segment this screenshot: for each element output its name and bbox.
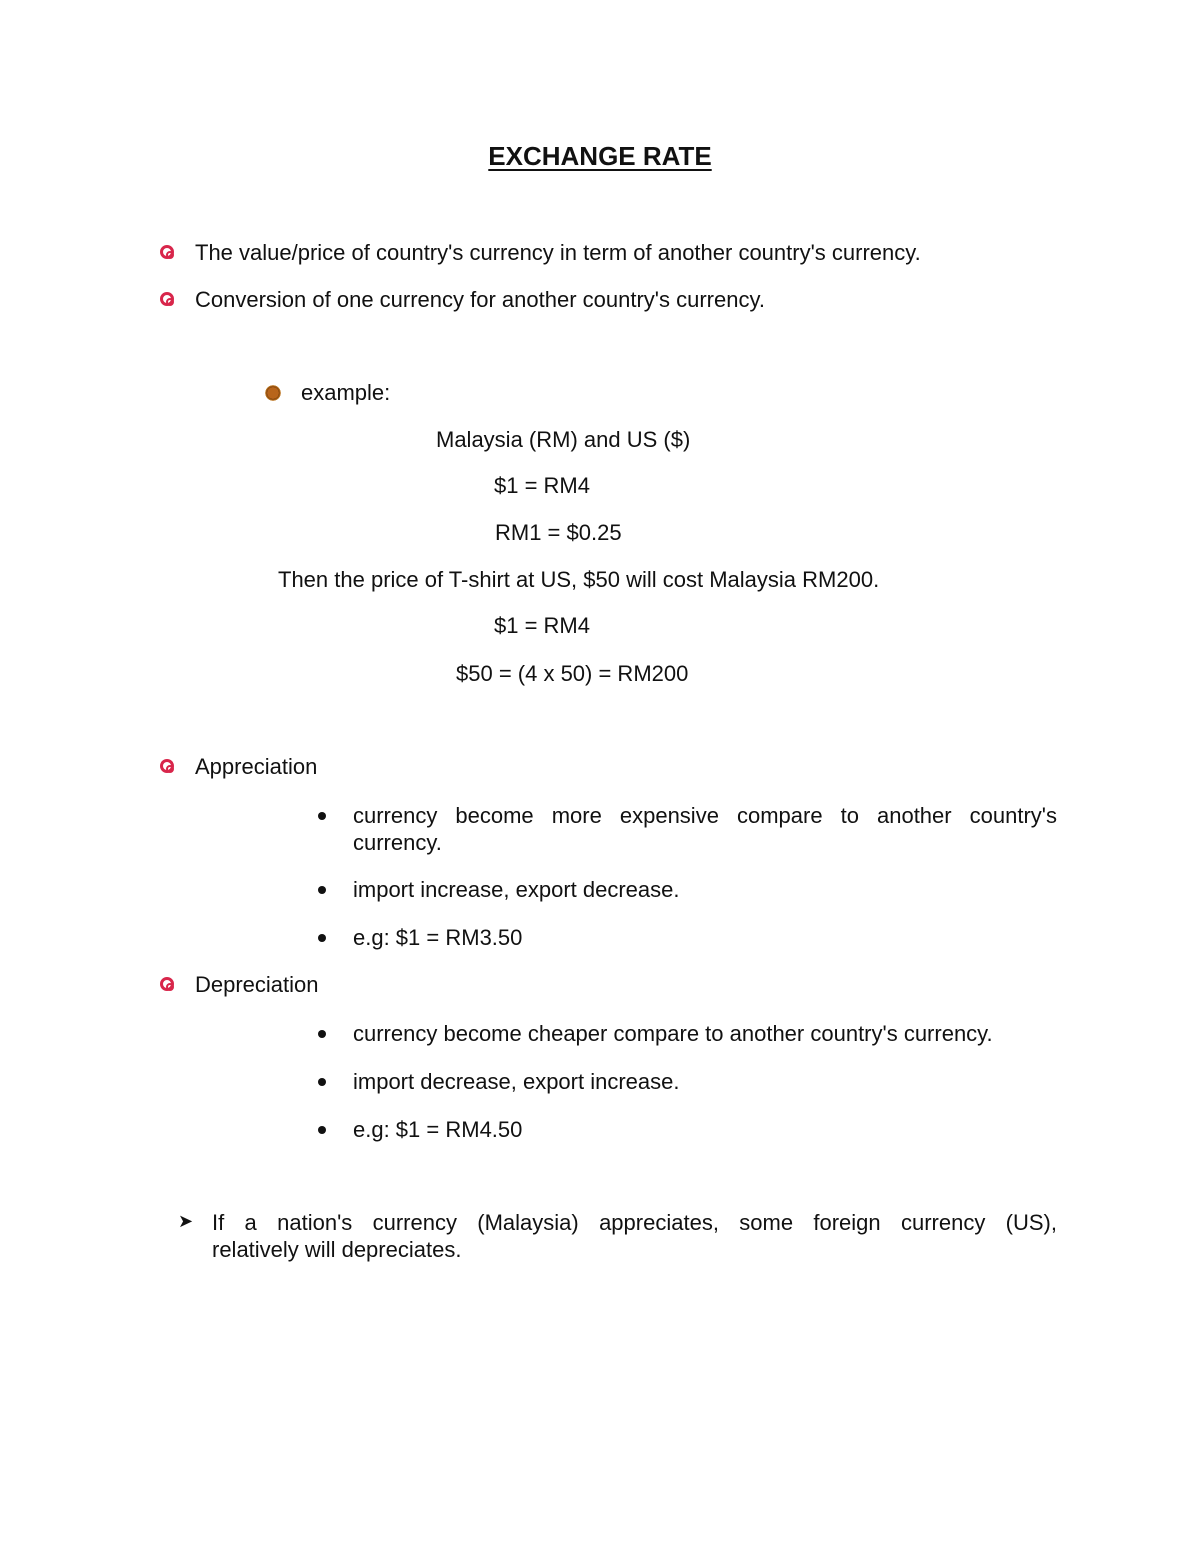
appreciation-item: currency become more expensive compare to another country's xyxy=(353,803,1057,828)
bullet-icon xyxy=(318,1078,326,1086)
conclusion-line: relatively will depreciates. xyxy=(212,1237,462,1262)
definition-1: The value/price of country's currency in term of another country's currency. xyxy=(195,240,921,265)
example-line: $1 = RM4 xyxy=(494,473,590,498)
appreciation-heading: Appreciation xyxy=(195,754,318,779)
bullet-icon xyxy=(318,1126,326,1134)
conclusion-line: If a nation's currency (Malaysia) appreciates, some foreign currency (US), xyxy=(212,1210,1057,1235)
definition-2: Conversion of one currency for another country's currency. xyxy=(195,287,765,312)
example-line: $50 = (4 x 50) = RM200 xyxy=(456,661,689,686)
swirl-bullet-icon xyxy=(160,977,174,991)
example-line: RM1 = $0.25 xyxy=(495,520,622,545)
bullet-icon xyxy=(318,886,326,894)
swirl-bullet-icon xyxy=(160,245,174,259)
bullet-icon xyxy=(318,812,326,820)
depreciation-item: currency become cheaper compare to another country's currency. xyxy=(353,1021,993,1046)
depreciation-heading: Depreciation xyxy=(195,972,319,997)
depreciation-item: e.g: $1 = RM4.50 xyxy=(353,1117,523,1142)
swirl-bullet-icon xyxy=(160,759,174,773)
appreciation-item: import increase, export decrease. xyxy=(353,877,680,902)
example-line: $1 = RM4 xyxy=(494,613,590,638)
swirl-bullet-icon xyxy=(160,292,174,306)
appreciation-item: e.g: $1 = RM3.50 xyxy=(353,925,523,950)
appreciation-item: currency. xyxy=(353,830,442,855)
example-line: Then the price of T-shirt at US, $50 will cost Malaysia RM200. xyxy=(278,567,880,592)
bullet-icon xyxy=(318,934,326,942)
depreciation-item: import decrease, export increase. xyxy=(353,1069,680,1094)
sun-bullet-icon xyxy=(264,384,282,402)
bullet-icon xyxy=(318,1030,326,1038)
arrow-bullet-icon: ➤ xyxy=(178,1211,194,1231)
example-label: example: xyxy=(301,380,391,405)
example-line: Malaysia (RM) and US ($) xyxy=(436,427,691,452)
page-title: EXCHANGE RATE xyxy=(488,141,712,171)
